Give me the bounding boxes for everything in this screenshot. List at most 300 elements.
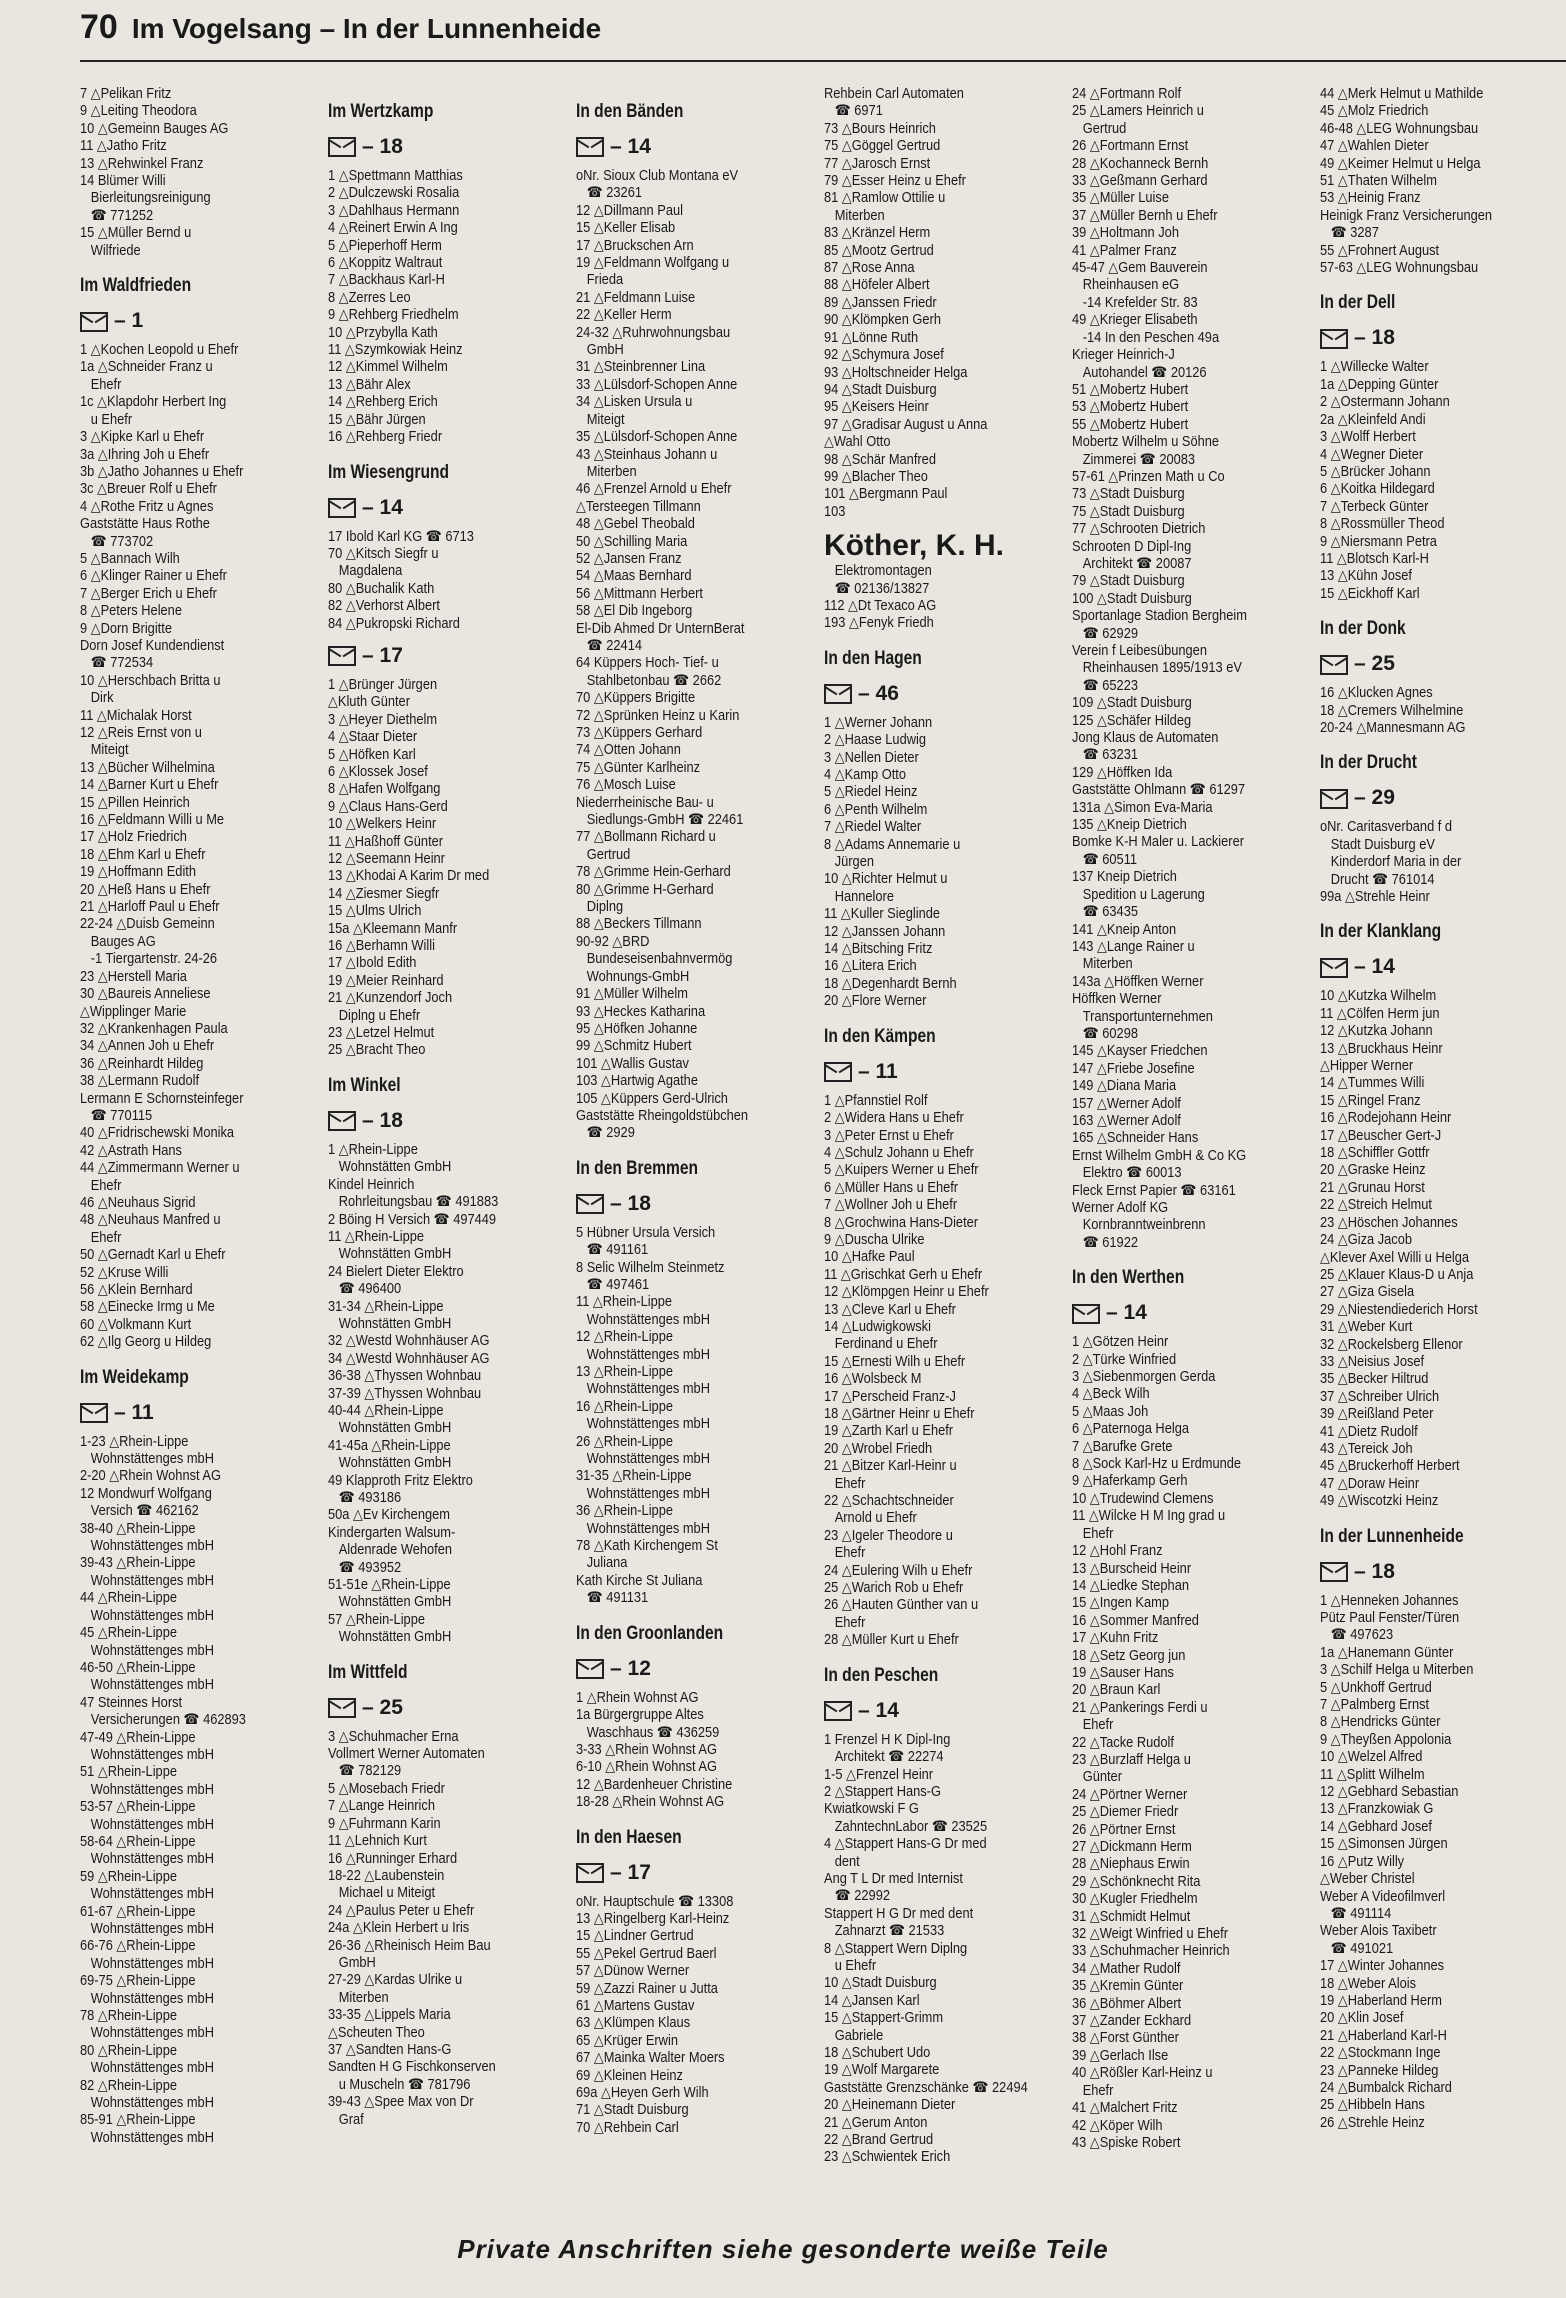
postal-code: – 46	[858, 681, 899, 705]
directory-entry: Arnold u Ehefr	[824, 1510, 917, 1527]
directory-entry: ☎ 771252	[80, 207, 154, 224]
directory-entry: 11 △Cölfen Herm jun	[1320, 1005, 1440, 1022]
directory-entry: 14 △Rehberg Erich	[328, 394, 438, 411]
directory-entry: 45-47 △Gem Bauverein	[1072, 260, 1208, 277]
directory-entry: 95 △Höfken Johanne	[576, 1020, 698, 1037]
directory-entry: Rheinhausen 1895/1913 eV	[1072, 660, 1242, 677]
directory-entry: Gaststätte Haus Rothe	[80, 516, 210, 533]
directory-entry: 145 △Kayser Friedchen	[1072, 1043, 1208, 1060]
directory-entry: 37 △Zander Eckhard	[1072, 2013, 1192, 2030]
directory-entry: 2a △Kleinfeld Andi	[1320, 411, 1426, 428]
directory-entry: Gaststätte Ohlmann ☎ 61297	[1072, 782, 1246, 799]
directory-entry: Drucht ☎ 761014	[1320, 871, 1435, 888]
directory-entry: Bundeseisenbahnvermög	[576, 951, 733, 968]
directory-entry: 34 △Westd Wohnhäuser AG	[328, 1350, 490, 1367]
directory-entry: 10 △Kutzka Wilhelm	[1320, 988, 1437, 1005]
directory-entry: 53 △Mobertz Hubert	[1072, 399, 1189, 416]
postal-district	[576, 1654, 806, 1684]
directory-entry: 39 △Gerlach Ilse	[1072, 2047, 1169, 2064]
street-heading: In den Bremmen	[576, 1157, 699, 1179]
directory-entry: 24 △Pörtner Werner	[1072, 1786, 1188, 1803]
directory-entry: 15 △Ulms Ulrich	[328, 903, 422, 920]
directory-entry: △Hipper Werner	[1320, 1058, 1414, 1075]
directory-entry: Werner Adolf KG	[1072, 1200, 1169, 1216]
directory-entry: 23 △Herstell Maria	[80, 968, 187, 985]
postal-code: – 14	[1354, 955, 1395, 979]
directory-entry: 51 △Thaten Wilhelm	[1320, 173, 1437, 190]
directory-entry: Höffken Werner	[1072, 991, 1162, 1008]
directory-entry: 57-61 △Prinzen Math u Co	[1072, 468, 1225, 485]
directory-entry: 6 △Müller Hans u Ehefr	[824, 1179, 959, 1196]
directory-entry: -14 Krefelder Str. 83	[1072, 294, 1198, 311]
directory-entry: Kindel Heinrich	[328, 1176, 415, 1193]
directory-entry: 36 △Rhein-Lippe	[576, 1503, 673, 1520]
directory-entry: 8 △Adams Annemarie u	[824, 836, 961, 853]
mail-icon	[1320, 958, 1348, 978]
directory-entry: 12 Mondwurf Wolfgang	[80, 1485, 212, 1502]
directory-entry: 51 △Rhein-Lippe	[80, 1764, 177, 1781]
directory-entry: 9 △Dorn Brigitte	[80, 620, 172, 637]
directory-entry: 12 △Klömpgen Heinr u Ehefr	[824, 1284, 989, 1301]
directory-entry: u Muscheln ☎ 781796	[328, 2076, 471, 2093]
directory-entry: 38 △Lermann Rudolf	[80, 1073, 200, 1090]
directory-entry: 10 △Welzel Alfred	[1320, 1749, 1423, 1766]
directory-entry: 1a Bürgergruppe Altes	[576, 1707, 704, 1724]
mail-icon	[328, 1698, 356, 1718]
directory-entry: 39 △Reißland Peter	[1320, 1406, 1434, 1423]
directory-entry: ☎ 773702	[80, 533, 154, 550]
directory-entry: Wohnstättenges mbH	[80, 1921, 214, 1937]
directory-entry: Jürgen	[824, 854, 874, 871]
postal-code: – 11	[858, 1059, 898, 1083]
directory-entry: 14 △Ludwigkowski	[824, 1318, 931, 1335]
directory-entry: 12 △Seemann Heinr	[328, 851, 445, 867]
directory-entry: 9 △Duscha Ulrike	[824, 1231, 925, 1248]
directory-entry: 14 △Liedke Stephan	[1072, 1577, 1189, 1594]
directory-entry: Juliana	[576, 1555, 628, 1572]
directory-entry: Elektromontagen	[824, 563, 932, 580]
directory-entry: 129 △Höffken Ida	[1072, 764, 1173, 781]
directory-entry: 61-67 △Rhein-Lippe	[80, 1903, 196, 1920]
directory-entry: 13 △Kühn Josef	[1320, 568, 1412, 585]
directory-entry: 22 △Streich Helmut	[1320, 1197, 1432, 1214]
directory-entry: 15 △Keller Elisab	[576, 220, 676, 237]
postal-district	[328, 493, 558, 523]
directory-entry: 98 △Schär Manfred	[824, 451, 936, 468]
directory-entry: 47 △Doraw Heinr	[1320, 1475, 1420, 1492]
directory-entry: Ehefr	[80, 376, 122, 393]
directory-entry: 88 △Beckers Tillmann	[576, 916, 702, 933]
postal-code: – 14	[362, 495, 403, 519]
mail-icon	[576, 1194, 604, 1214]
directory-entry: -14 In den Peschen 49a	[1072, 329, 1220, 346]
directory-entry: 5 △Kuipers Werner u Ehefr	[824, 1162, 979, 1179]
directory-entry: Rehbein Carl Automaten	[824, 86, 964, 102]
directory-entry: 3 △Siebenmorgen Gerda	[1072, 1369, 1216, 1386]
directory-entry: 23 △Burzlaff Helga u	[1072, 1751, 1191, 1768]
directory-entry: 44 △Zimmermann Werner u	[80, 1160, 240, 1177]
directory-entry: 17 △Beuscher Gert-J	[1320, 1127, 1442, 1144]
directory-entry: 90 △Klömpken Gerh	[824, 312, 941, 329]
directory-entry: 26 △Rhein-Lippe	[576, 1433, 673, 1450]
postal-code: – 18	[610, 1191, 651, 1215]
directory-entry: 45 △Molz Friedrich	[1320, 103, 1429, 120]
directory-entry: 44 △Merk Helmut u Mathilde	[1320, 86, 1484, 102]
directory-entry: 40 △Rößler Karl-Heinz u	[1072, 2065, 1213, 2082]
street-heading: In der Klanklang	[1320, 921, 1442, 943]
directory-entry: 26 △Fortmann Ernst	[1072, 138, 1189, 155]
directory-entry: 58 △El Dib Ingeborg	[576, 603, 693, 620]
directory-entry: Fleck Ernst Papier ☎ 63161	[1072, 1182, 1236, 1199]
directory-entry: Hannelore	[824, 888, 894, 905]
directory-entry: 18 △Degenhardt Bernh	[824, 975, 957, 992]
directory-entry: 27 △Giza Gisela	[1320, 1284, 1415, 1301]
directory-entry: Wohnstättenges mbH	[80, 2129, 214, 2146]
directory-entry: 27 △Dickmann Herm	[1072, 1839, 1192, 1855]
directory-entry: 37 △Sandten Hans-G	[328, 2041, 452, 2058]
directory-entry: 4 △Staar Dieter	[328, 729, 418, 746]
directory-entry: 41 △Palmer Franz	[1072, 242, 1177, 259]
company-highlight: Köther, K. H.	[824, 529, 1005, 563]
directory-entry: 16 △Rhein-Lippe	[576, 1398, 673, 1415]
directory-entry: 41-45a △Rhein-Lippe	[328, 1437, 451, 1454]
directory-entry: △Wipplinger Marie	[80, 1003, 187, 1020]
directory-column	[576, 86, 806, 2196]
directory-entry: ZahntechnLabor ☎ 23525	[824, 1818, 988, 1835]
street-heading: In der Drucht	[1320, 752, 1417, 774]
directory-entry: 11 △Grischkat Gerh u Ehefr	[824, 1266, 983, 1283]
directory-entry: 135 △Kneip Dietrich	[1072, 817, 1187, 834]
directory-entry: ☎ 491114	[1320, 1905, 1392, 1922]
directory-entry: 149 △Diana Maria	[1072, 1078, 1177, 1095]
directory-entry: 9 △Theyßen Appolonia	[1320, 1731, 1452, 1748]
directory-entry: 103	[824, 503, 846, 520]
directory-entry: 16 △Wolsbeck M	[824, 1371, 922, 1388]
street-heading: In den Haesen	[576, 1826, 682, 1848]
street-heading: In den Peschen	[824, 1664, 939, 1686]
directory-entry: u Ehefr	[824, 1957, 877, 1974]
directory-entry: 80 △Grimme H-Gerhard	[576, 881, 714, 898]
directory-entry: Stappert H G Dr med dent	[824, 1905, 974, 1922]
directory-entry: 7 △Lange Heinrich	[328, 1798, 435, 1815]
directory-entry: 4 △Kamp Otto	[824, 767, 906, 783]
directory-entry: 57-63 △LEG Wohnungsbau	[1320, 260, 1479, 277]
directory-entry: 28 △Müller Kurt u Ehefr	[824, 1632, 959, 1649]
directory-entry: GmbH	[328, 1954, 376, 1971]
directory-entry: 39 △Holtmann Joh	[1072, 225, 1179, 242]
directory-entry: Zimmerei ☎ 20083	[1072, 451, 1196, 468]
directory-entry: Ehefr	[1072, 1525, 1114, 1542]
directory-entry: Wohnstättenges mbH	[576, 1485, 710, 1502]
directory-entry: ☎ 491131	[576, 1590, 649, 1607]
directory-entry: 24 △Eulering Wilh u Ehefr	[824, 1562, 973, 1579]
directory-entry: 93 △Heckes Katharina	[576, 1003, 706, 1020]
directory-entry: 7 △Berger Erich u Ehefr	[80, 585, 217, 602]
directory-entry: Ehefr	[80, 1177, 122, 1194]
directory-entry: 77 △Jarosch Ernst	[824, 155, 931, 172]
directory-entry: 8 △Zerres Leo	[328, 289, 411, 306]
street-heading: In den Werthen	[1072, 1267, 1185, 1289]
directory-entry: 137 Kneip Dietrich	[1072, 869, 1177, 886]
directory-entry: 65 △Krüger Erwin	[576, 2032, 678, 2049]
mail-icon	[1320, 1562, 1348, 1582]
directory-entry: 14 △Barner Kurt u Ehefr	[80, 777, 219, 794]
directory-entry: 37 △Schreiber Ulrich	[1320, 1388, 1440, 1405]
directory-entry: 11 △Rhein-Lippe	[328, 1228, 425, 1245]
directory-entry: dent	[824, 1853, 860, 1870]
directory-entry: 24a △Klein Herbert u Iris	[328, 1920, 470, 1937]
directory-entry: 5 Hübner Ursula Versich	[576, 1224, 716, 1241]
directory-entry: 112 △Dt Texaco AG	[824, 597, 937, 614]
directory-entry: Wohnungs-GmbH	[576, 968, 690, 985]
directory-entry: ☎ 493186	[328, 1490, 402, 1506]
directory-entry: ☎ 491161	[576, 1242, 649, 1259]
directory-entry: 78 △Kath Kirchengem St	[576, 1538, 718, 1555]
directory-entry: ☎ 63231	[1072, 747, 1138, 764]
directory-entry: 70 △Rehbein Carl	[576, 2119, 679, 2136]
directory-entry: Ehefr	[824, 1545, 866, 1562]
directory-entry: 25 △Warich Rob u Ehefr	[824, 1580, 964, 1597]
directory-entry: 4 △Wegner Dieter	[1320, 446, 1424, 463]
directory-entry: 3 △Dahlhaus Hermann	[328, 202, 460, 219]
directory-entry: 8 Selic Wilhelm Steinmetz	[576, 1259, 725, 1276]
directory-entry: 16 △Klucken Agnes	[1320, 685, 1433, 702]
directory-entry: Architekt ☎ 22274	[824, 1749, 944, 1766]
directory-entry: △Klever Axel Willi u Helga	[1320, 1249, 1470, 1266]
directory-entry: 3 △Schuhmacher Erna	[328, 1728, 459, 1745]
directory-entry: 8 △Rossmüller Theod	[1320, 516, 1445, 533]
directory-entry: 51 △Mobertz Hubert	[1072, 381, 1189, 398]
directory-entry: oNr. Hauptschule ☎ 13308	[576, 1893, 734, 1910]
directory-entry: 69a △Heyen Gerh Wilh	[576, 2085, 709, 2101]
directory-entry: 46-48 △LEG Wohnungsbau	[1320, 120, 1479, 137]
directory-entry: 13 △Rhein-Lippe	[576, 1364, 673, 1380]
directory-entry: 19 △Sauser Hans	[1072, 1664, 1174, 1681]
directory-entry: 34 △Lisken Ursula u	[576, 394, 693, 411]
directory-entry: 3 △Schilf Helga u Miterben	[1320, 1662, 1474, 1679]
postal-district	[1320, 1557, 1550, 1587]
directory-entry: 18 △Setz Georg jun	[1072, 1647, 1186, 1664]
mail-icon	[328, 498, 356, 518]
directory-entry: 12 △Kimmel Wilhelm	[328, 359, 448, 376]
directory-entry: Wohnstättenges mbH	[80, 1781, 214, 1798]
directory-entry: Niederrheinische Bau- u	[576, 794, 714, 811]
directory-entry: 14 △Bitsching Fritz	[824, 941, 933, 958]
directory-entry: Wohnstätten GmbH	[328, 1315, 452, 1332]
directory-entry: Wohnstättenges mbH	[80, 2095, 214, 2112]
street-heading: Im Waldfrieden	[80, 275, 192, 297]
directory-entry: 28 △Niephaus Erwin	[1072, 1856, 1190, 1873]
directory-entry: 5 △Maas Joh	[1072, 1403, 1149, 1420]
directory-entry: Wohnstättenges mbH	[80, 1851, 214, 1868]
directory-entry: 14 △Gebhard Josef	[1320, 1818, 1432, 1835]
directory-entry: 10 △Richter Helmut u	[824, 871, 948, 888]
directory-entry: 88 △Höfeler Albert	[824, 277, 930, 294]
directory-entry: 131a △Simon Eva-Maria	[1072, 799, 1213, 816]
directory-entry: 11 △Jatho Fritz	[80, 138, 167, 155]
postal-district	[1072, 1298, 1302, 1328]
mail-icon	[576, 137, 604, 157]
directory-entry: 51-51e △Rhein-Lippe	[328, 1577, 451, 1594]
directory-entry: 62 △Ilg Georg u Hildeg	[80, 1334, 212, 1351]
directory-entry: 1a △Hanemann Günter	[1320, 1644, 1454, 1661]
directory-entry: 58-64 △Rhein-Lippe	[80, 1833, 196, 1850]
directory-entry: 99 △Blacher Theo	[824, 468, 928, 485]
directory-entry: oNr. Sioux Club Montana eV	[576, 168, 739, 184]
directory-entry: 193 △Fenyk Friedh	[824, 615, 934, 632]
directory-entry: Elektro ☎ 60013	[1072, 1165, 1182, 1182]
directory-entry: Wohnstättenges mbH	[576, 1416, 710, 1433]
street-heading: In den Bänden	[576, 101, 684, 122]
directory-entry: 50 △Gernadt Karl u Ehefr	[80, 1247, 226, 1264]
directory-entry: 10 △Gemeinn Bauges AG	[80, 120, 229, 137]
directory-entry: 18 △Weber Alois	[1320, 1975, 1417, 1992]
directory-entry: 1 △Rhein Wohnst AG	[576, 1689, 699, 1706]
directory-entry: 24 △Paulus Peter u Ehefr	[328, 1902, 475, 1919]
directory-entry: 2 △Dulczewski Rosalia	[328, 185, 460, 202]
directory-entry: 83 △Kränzel Herm	[824, 225, 931, 242]
directory-entry: 70 △Kitsch Siegfr u	[328, 545, 439, 562]
directory-entry: Wohnstätten GmbH	[328, 1420, 452, 1437]
directory-entry: 3 △Nellen Dieter	[824, 749, 919, 766]
directory-entry: 55 △Frohnert August	[1320, 242, 1440, 259]
directory-entry: ☎ 2929	[576, 1125, 635, 1142]
directory-entry: ☎ 782129	[328, 1763, 402, 1780]
directory-entry: 3-33 △Rhein Wohnst AG	[576, 1741, 717, 1758]
directory-entry: 11 △Kuller Sieglinde	[824, 906, 941, 923]
directory-entry: 21 △Harloff Paul u Ehefr	[80, 899, 220, 916]
directory-entry: 45 △Bruckerhoff Herbert	[1320, 1458, 1460, 1475]
directory-entry: 95 △Keisers Heinr	[824, 399, 929, 416]
directory-entry: Waschhaus ☎ 436259	[576, 1724, 720, 1741]
directory-entry: Wohnstättenges mbH	[576, 1381, 710, 1398]
postal-code: – 14	[610, 135, 651, 158]
directory-entry: 59 △Zazzi Rainer u Jutta	[576, 1980, 718, 1997]
directory-entry: Transportunternehmen	[1072, 1008, 1213, 1025]
directory-entry: Wohnstättenges mbH	[80, 1746, 214, 1763]
directory-entry: 22 △Tacke Rudolf	[1072, 1734, 1174, 1751]
directory-entry: 50 △Schilling Maria	[576, 533, 688, 550]
directory-entry: 15 △Ernesti Wilh u Ehefr	[824, 1353, 966, 1370]
postal-district	[1320, 783, 1550, 813]
page-title: Im Vogelsang – In der Lunnenheide	[131, 13, 602, 44]
directory-entry: 19 △Wolf Margarete	[824, 2062, 940, 2079]
directory-entry: 7 △Barufke Grete	[1072, 1438, 1173, 1455]
directory-entry: 8 △Hafen Wolfgang	[328, 781, 441, 798]
directory-entry: 17 △Holz Friedrich	[80, 829, 187, 846]
directory-column	[1072, 86, 1302, 2196]
directory-entry: 7 △Terbeck Günter	[1320, 498, 1429, 515]
directory-entry: 53-57 △Rhein-Lippe	[80, 1799, 196, 1816]
directory-entry: 55 △Pekel Gertrud Baerl	[576, 1945, 717, 1962]
directory-entry: 3 △Kipke Karl u Ehefr	[80, 429, 205, 446]
directory-entry: Architekt ☎ 20087	[1072, 555, 1192, 572]
directory-entry: Ang T L Dr med Internist	[824, 1870, 963, 1887]
postal-code: – 29	[1354, 786, 1395, 810]
directory-entry: Wohnstätten GmbH	[328, 1246, 452, 1263]
directory-entry: Kwiatkowski F G	[824, 1801, 919, 1818]
directory-columns	[80, 86, 1550, 2196]
directory-entry: 94 △Stadt Duisburg	[824, 381, 937, 398]
mail-icon	[576, 1863, 604, 1883]
directory-entry: ☎ 60298	[1072, 1025, 1138, 1042]
directory-entry: 19 △Feldmann Wolfgang u	[576, 255, 730, 272]
directory-entry: 12 △Bardenheuer Christine	[576, 1776, 733, 1793]
postal-code: – 17	[362, 643, 403, 667]
directory-entry: 71 △Stadt Duisburg	[576, 2102, 689, 2119]
postal-district	[328, 1693, 558, 1723]
directory-entry: 80 △Rhein-Lippe	[80, 2042, 177, 2059]
directory-entry: ☎ 772534	[80, 655, 154, 672]
directory-entry: 24 △Fortmann Rolf	[1072, 86, 1182, 102]
directory-entry: 4 △Schulz Johann u Ehefr	[824, 1144, 974, 1161]
directory-entry: Diplng u Ehefr	[328, 1007, 421, 1024]
directory-entry: 9 △Claus Hans-Gerd	[328, 798, 448, 815]
street-heading: In der Donk	[1320, 618, 1406, 640]
directory-entry: 13 △Ringelberg Karl-Heinz	[576, 1910, 730, 1927]
directory-entry: 31-34 △Rhein-Lippe	[328, 1298, 444, 1315]
directory-entry: 4 △Rothe Fritz u Agnes	[80, 498, 214, 515]
directory-entry: 23 △Schwientek Erich	[824, 2149, 951, 2166]
directory-entry: 5 △Riedel Heinz	[824, 784, 918, 801]
directory-entry: 18-22 △Laubenstein	[328, 1867, 445, 1884]
page-header	[80, 8, 1566, 62]
directory-entry: 15 △Eickhoff Karl	[1320, 585, 1420, 602]
postal-code: – 18	[362, 1108, 403, 1132]
directory-entry: △Kluth Günter	[328, 694, 410, 711]
directory-entry: 46 △Frenzel Arnold u Ehefr	[576, 481, 732, 498]
directory-entry: 13 △Burscheid Heinr	[1072, 1560, 1192, 1577]
directory-entry: 37 △Müller Bernh u Ehefr	[1072, 207, 1218, 224]
directory-entry: 23 △Letzel Helmut	[328, 1025, 435, 1042]
directory-entry: 21 △Bitzer Karl-Heinr u	[824, 1458, 957, 1475]
directory-entry: 20 △Heinemann Dieter	[824, 2097, 956, 2114]
footer-note: Private Anschriften siehe gesonderte weiße Teile	[457, 2234, 1109, 2264]
directory-entry: 31 △Weber Kurt	[1320, 1319, 1413, 1336]
directory-entry: Wohnstättenges mbH	[576, 1346, 710, 1363]
directory-entry: 1a △Depping Günter	[1320, 376, 1439, 393]
directory-entry: 48 △Neuhaus Manfred u	[80, 1212, 221, 1229]
directory-entry: 33-35 △Lippels Maria	[328, 2007, 451, 2024]
mail-icon	[1320, 789, 1348, 809]
directory-entry: 72 △Sprünken Heinz u Karin	[576, 707, 740, 724]
directory-entry: 4 △Stappert Hans-G Dr med	[824, 1836, 987, 1853]
directory-entry: 11 △Szymkowiak Heinz	[328, 342, 463, 359]
directory-entry: 50a △Ev Kirchengem	[328, 1507, 450, 1524]
directory-entry: Weber A Videofilmverl	[1320, 1888, 1446, 1905]
directory-entry: △Weber Christel	[1320, 1871, 1415, 1888]
directory-entry: 38-40 △Rhein-Lippe	[80, 1520, 196, 1537]
directory-entry: 109 △Stadt Duisburg	[1072, 695, 1192, 712]
directory-entry: GmbH	[576, 342, 624, 359]
directory-entry: Krieger Heinrich-J	[1072, 347, 1175, 364]
directory-entry: Ehefr	[824, 1614, 866, 1631]
directory-entry: 35 △Müller Luise	[1072, 190, 1169, 207]
directory-entry: 18 △Schiffler Gottfr	[1320, 1145, 1430, 1162]
directory-entry: 22 △Keller Herm	[576, 307, 672, 324]
directory-entry: Kornbranntweinbrenn	[1072, 1217, 1206, 1234]
directory-entry: 13 △Bruckhaus Heinr	[1320, 1040, 1443, 1057]
directory-entry: 74 △Otten Johann	[576, 742, 681, 759]
directory-entry: 36 △Böhmer Albert	[1072, 1995, 1182, 2012]
directory-entry: Jong Klaus de Automaten	[1072, 730, 1219, 747]
directory-entry: Pütz Paul Fenster/Türen	[1320, 1610, 1460, 1626]
postal-district	[328, 1106, 558, 1136]
directory-entry: Miterben	[328, 1989, 389, 2006]
directory-entry: 22 △Schachtschneider	[824, 1493, 954, 1510]
directory-entry: 26 △Hauten Günther van u	[824, 1597, 979, 1614]
directory-entry: 17 △Ibold Edith	[328, 955, 417, 972]
